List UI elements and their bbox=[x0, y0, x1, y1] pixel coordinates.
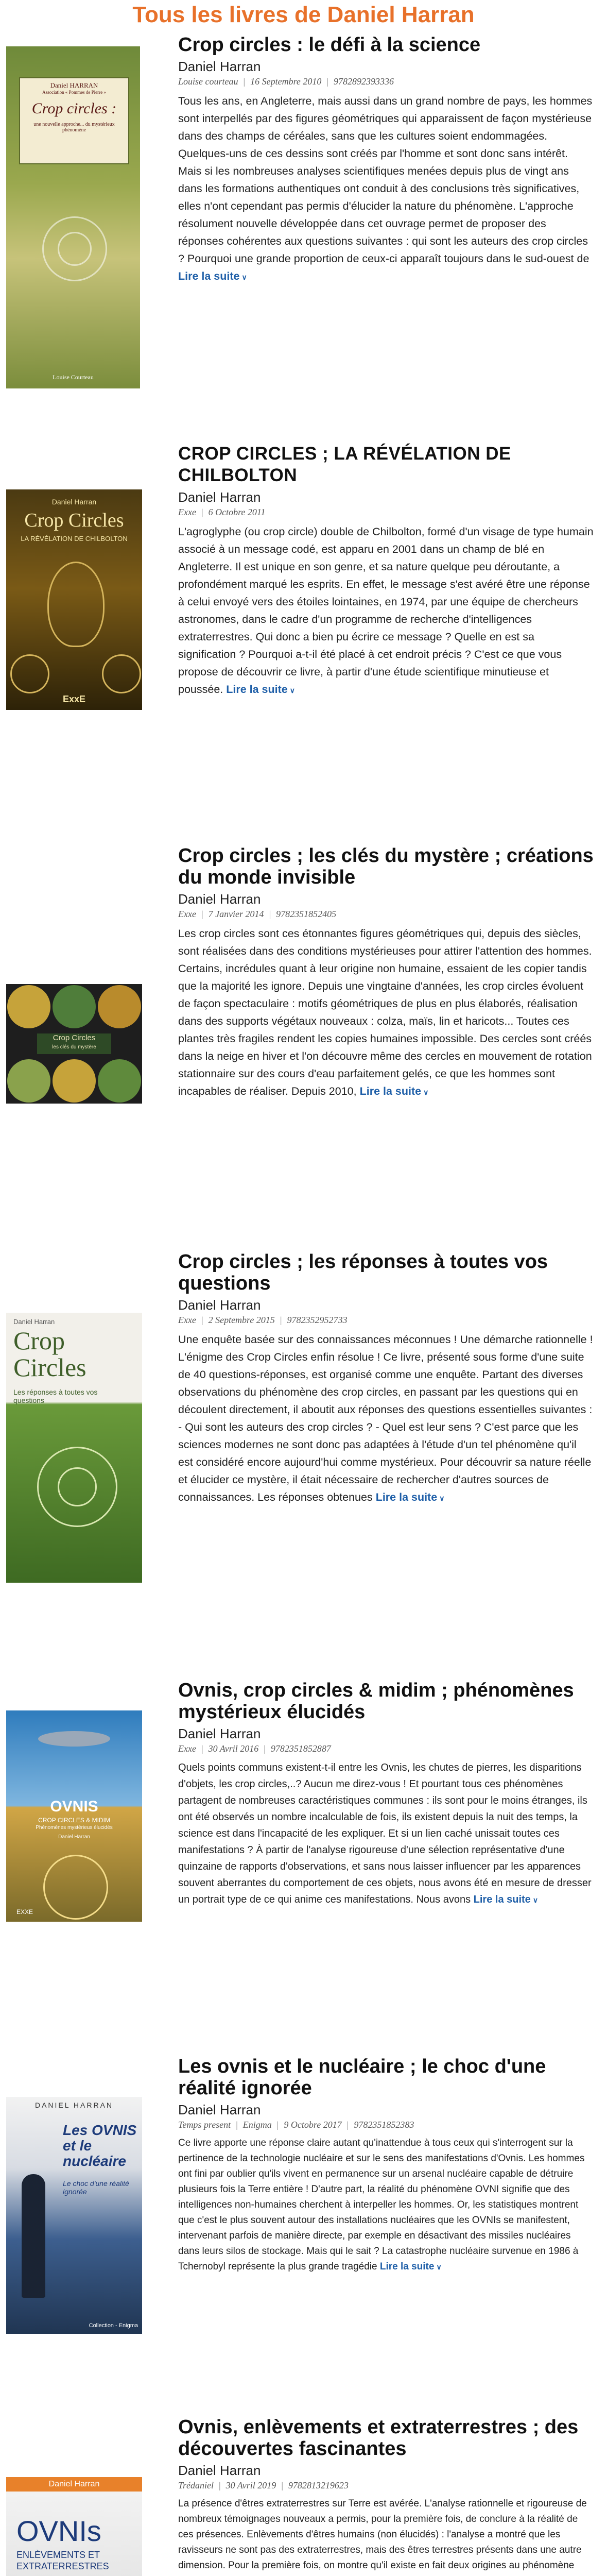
book-meta: Exxe | 7 Janvier 2014 | 9782351852405 bbox=[178, 909, 337, 919]
book-isbn: 9782813219623 bbox=[288, 2480, 349, 2490]
book-publisher: Trédaniel bbox=[178, 2480, 214, 2490]
book-author[interactable]: Daniel Harran bbox=[178, 1726, 261, 1741]
cover-plate bbox=[19, 77, 129, 164]
book-info bbox=[178, 443, 594, 699]
cover-title: Les OVNIS et le nucléaire bbox=[63, 2122, 137, 2169]
cover-subtitle: les clés du mystère bbox=[52, 1044, 96, 1050]
cover-subtitle: LA RÉVÉLATION DE CHILBOLTON bbox=[21, 535, 128, 543]
cover-author: Daniel Harran bbox=[13, 1318, 55, 1326]
book-description bbox=[178, 92, 594, 286]
book-meta: Temps present | Enigma | 9 Octobre 2017 | 9782351852383 bbox=[178, 2120, 414, 2130]
book-description-text: Une enquête basée sur des connaissances méconnues ! Une démarche rationnelle ! L'énigme des Crop Circles enfin résolue ! Ce livre, présenté sous forme d'une suite de 40 questions-réponses, est organisé comme une enquête. Partant des diverses observations du phénomène des crop circles, en passant par les questions qui en découlent directement, il aboutit aux réponses des questions essentielles suivantes : - Qui sont les auteurs des crop circles ? - Quel est leur sens ? C'est parce que les sciences modernes ne sont donc pas adaptées à l'étude d'un tel phénomène qu'il est considéré encore aujourd'hui comme mystérieux. Pour découvrir sa nature réelle et élucider ce mystère, il était nécessaire de rechercher d'autres sources de connaissances. Les réponses obtenues bbox=[178, 1333, 593, 1503]
book-cover[interactable] bbox=[6, 2477, 142, 2576]
book-description-text: Les crop circles sont ces étonnantes figures géométriques qui, depuis des siècles, sont réalisées dans des conditions mystérieuses pour attirer l'attention des hommes. Certains, incrédules quant à leur origine non humaine, essaient de les copier tandis que la majorité les ignore. Depuis une vingtaine d'années, les crop circles évoluent de façon spectaculaire : motifs géométriques de plus en plus élaborés, réalisation dans des supports végétaux nouveaux : colza, maïs, lin et haricots... Toutes ces plantes très fragiles rendent les copies humaines impossible. Des cercles sont créés dans la neige en hiver et l'on découvre même des cercles en mouvement de rotation stationnaire sur des cours d'eau parfaitement gelés, ce que les hommes sont incapables de réaliser. Depuis 2010, bbox=[178, 927, 592, 1097]
book-date: 16 Septembre 2010 bbox=[250, 76, 322, 87]
book-info bbox=[178, 1680, 594, 1908]
book-date: 30 Avril 2019 bbox=[226, 2480, 276, 2490]
book-info bbox=[178, 2056, 594, 2275]
cover-title: Crop Circles bbox=[24, 510, 124, 531]
book-publisher: Exxe bbox=[178, 1743, 196, 1754]
book-date: 2 Septembre 2015 bbox=[208, 1315, 275, 1325]
book-item bbox=[0, 845, 607, 1226]
book-description bbox=[178, 925, 594, 1101]
cover-subtitle: Les réponses à toutes vos questions bbox=[13, 1388, 98, 1404]
book-author[interactable]: Daniel Harran bbox=[178, 2102, 261, 2117]
book-description bbox=[178, 1331, 594, 1507]
cover-title: OVNIs bbox=[16, 2515, 101, 2547]
chevron-down-icon: ∨ bbox=[436, 2263, 442, 2271]
read-more-label: Lire la suite bbox=[375, 1491, 438, 1503]
book-item bbox=[0, 34, 607, 415]
book-date: 6 Octobre 2011 bbox=[208, 507, 266, 517]
cover-publisher: EXXE bbox=[16, 1908, 33, 1916]
cover-subtitle-2: Phénomènes mystérieux élucidés bbox=[36, 1825, 113, 1831]
crop-circle-graphic bbox=[58, 1467, 97, 1506]
book-item bbox=[0, 2056, 607, 2391]
book-date: 7 Janvier 2014 bbox=[208, 909, 264, 919]
ufo-graphic bbox=[38, 1731, 110, 1747]
chevron-down-icon: ∨ bbox=[439, 1494, 445, 1502]
crop-circle-graphic bbox=[58, 232, 92, 266]
read-more-label: Lire la suite bbox=[359, 1085, 422, 1097]
book-description-text: Quels points communs existent-t-il entre les Ovnis, les chutes de pierres, les disparitions d'objets, les crop circles,..? Aucun me direz-vous ! Et pourtant tous ces phénomènes partagent de nombreuses caractéristiques communes : ils sont pour le moins étranges, ils ont été observés un nombre incalculable de fois, ils existent depuis la nuit des temps, la science est dans l'incapacité de les expliquer. Et si un lien caché unissait toutes ces manifestations ? À partir de l'analyse rigoureuse d'une sélection représentative d'une quinzaine de rapports d'observations, et sans nous laisser influencer par les apparences souvent aberrantes du comportement de ces objets, nous avons été en mesure de dresser un portrait type de ce qui anime ces manifestations. Nous avons bbox=[178, 1762, 592, 1905]
alien-face-graphic bbox=[47, 562, 105, 647]
book-date: 30 Avril 2016 bbox=[208, 1743, 259, 1754]
chevron-down-icon: ∨ bbox=[289, 686, 295, 694]
book-info bbox=[178, 34, 594, 286]
book-publisher: Exxe bbox=[178, 1315, 196, 1325]
cover-label bbox=[37, 1033, 111, 1054]
book-cover[interactable] bbox=[6, 2097, 142, 2334]
book-info bbox=[178, 845, 594, 1101]
cover-subtitle: Association « Pommes de Pierre » bbox=[42, 90, 106, 95]
crop-circle-graphic bbox=[53, 985, 96, 1028]
cover-title: Crop Circles bbox=[13, 1326, 86, 1382]
book-description bbox=[178, 2136, 594, 2275]
cover-title: Crop Circles bbox=[53, 1033, 96, 1042]
cover-collection: Collection - Enigma bbox=[89, 2323, 138, 2329]
book-publisher: Exxe bbox=[178, 909, 196, 919]
book-cover[interactable] bbox=[6, 1710, 142, 1922]
read-more-label: Lire la suite bbox=[178, 270, 240, 282]
book-info bbox=[178, 1251, 594, 1507]
book-info bbox=[178, 2416, 594, 2576]
book-item bbox=[0, 2416, 607, 2576]
read-more-label: Lire la suite bbox=[226, 683, 288, 696]
book-cover[interactable] bbox=[6, 489, 142, 710]
crop-circle-graphic bbox=[98, 985, 141, 1028]
book-publisher: Louise courteau bbox=[178, 76, 238, 87]
read-more-link[interactable] bbox=[360, 1085, 429, 1097]
cover-publisher: Louise Courteau bbox=[53, 374, 94, 381]
book-date: 9 Octobre 2017 bbox=[284, 2120, 342, 2130]
crop-circle-graphic bbox=[10, 654, 49, 693]
cover-author: Daniel Harran bbox=[58, 1834, 90, 1840]
book-isbn: 9782351852405 bbox=[276, 909, 337, 919]
book-cover[interactable] bbox=[6, 46, 140, 388]
book-collection: Enigma bbox=[242, 2120, 272, 2130]
book-description-text: L'agroglyphe (ou crop circle) double de Chilbolton, formé d'un visage de type humain associé à un message codé, est apparu en 2001 dans un champ de blé en Angleterre. Il est unique en son genre, et sa nature quelque peu déroutante, a profondément marqué les esprits. En effet, le message s'est avéré être une réponse à celui envoyé vers des étoiles lointaines, en 1974, par une équipe de chercheurs astronomes, dans le cadre d'un programme de recherche d'intelligences extraterrestres. Qui donc a bien pu écrire ce message ? Quelle en est sa signification ? Pourquoi a-t-il été placé à cet endroit précis ? C'est ce que vous propose de découvrir ce livre, à partir d'une étude scientifique minutieuse et poussée. bbox=[178, 526, 594, 696]
book-author[interactable]: Daniel Harran bbox=[178, 2463, 261, 2478]
read-more-link[interactable] bbox=[226, 683, 295, 696]
book-title[interactable]: Crop circles ; les réponses à toutes vos questions bbox=[178, 1251, 548, 1294]
cover-publisher: ExxE bbox=[62, 694, 86, 704]
book-title[interactable]: Les ovnis et le nucléaire ; le choc d'une réalité ignorée bbox=[178, 2056, 546, 2099]
book-description bbox=[178, 523, 594, 699]
chevron-down-icon: ∨ bbox=[532, 1896, 539, 1904]
crop-circle-graphic bbox=[7, 1059, 50, 1103]
book-author[interactable]: Daniel Harran bbox=[178, 59, 261, 74]
book-meta: Trédaniel | 30 Avril 2019 | 9782813219623 bbox=[178, 2480, 349, 2490]
cover-author: Daniel HARRAN bbox=[50, 81, 98, 89]
crop-circle-graphic bbox=[7, 985, 50, 1028]
book-isbn: 9782352952733 bbox=[287, 1315, 348, 1325]
book-cover[interactable] bbox=[6, 1313, 142, 1583]
book-isbn: 9782892393336 bbox=[334, 76, 394, 87]
book-description bbox=[178, 1759, 594, 1908]
cover-title: Crop circles : bbox=[31, 100, 117, 117]
book-item bbox=[0, 1680, 607, 2030]
crop-circle-graphic bbox=[102, 654, 141, 693]
person-silhouette bbox=[22, 2174, 45, 2298]
crop-circle-graphic bbox=[53, 1059, 96, 1103]
cover-author: Daniel Harran bbox=[51, 498, 97, 506]
read-more-label: Lire la suite bbox=[473, 1894, 531, 1905]
book-meta: Exxe | 2 Septembre 2015 | 9782352952733 bbox=[178, 1315, 348, 1325]
chevron-down-icon: ∨ bbox=[241, 273, 247, 281]
book-meta: Exxe | 6 Octobre 2011 bbox=[178, 507, 266, 517]
cover-subtitle: Le choc d'une réalité ignorée bbox=[63, 2179, 129, 2196]
book-description-text: Ce livre apporte une réponse claire autant qu'inattendue à tous ceux qui s'interrogent sur la pertinence de la technologie nucléaire et sur le sens des manifestations d'Ovnis. Les hommes ont fini par oublier qu'ils vivent en permanence sur un arsenal nucléaire capable de détruire plusieurs fois la Terre entière ! D'autre part, la réalité du phénomène OVNI signifie que des intelligences non-humaines cherchent à interpeller les hommes. Or, les statistiques montrent que c'est le plus souvent autour des installations nucléaires que les OVNIs se manifestent, intervenant parfois de manière directe, par exemple en désactivant des missiles nucléaires dans leurs silos de stockage. Mais qui le sait ? La catastrophe nucléaire survenue en 1986 à Tchernobyl représente la plus grande tragédie bbox=[178, 2138, 585, 2272]
book-description-text: Tous les ans, en Angleterre, mais aussi dans un grand nombre de pays, les hommes sont interpellés par des figures géométriques qui apparaissent de façon mystérieuse dans des champs de céréales, sans que les cultures soient endommagées. Quelques-uns de ces dessins sont créés par l'homme et sont donc sans intérêt. Mais si les nombreuses analyses scientifiques menées depuis plus de vingt ans dans les formations authentiques ont conduit à des conclusions très significatives, elles n'ont cependant pas permis d'élucider la nature du phénomène. L'approche résolument nouvelle développée dans cet ouvrage permet de proposer des réponses cohérentes aux questions suivantes : qui sont les auteurs des crop circles ? Pourquoi une grande proportion de ceux-ci apparaît toujours dans le sud-ouest de bbox=[178, 95, 593, 265]
book-meta: Louise courteau | 16 Septembre 2010 | 9782892393336 bbox=[178, 76, 394, 87]
book-meta: Exxe | 30 Avril 2016 | 9782351852887 bbox=[178, 1743, 331, 1754]
book-title[interactable]: Ovnis, enlèvements et extraterrestres ; des découvertes fascinantes bbox=[178, 2416, 579, 2460]
book-author[interactable]: Daniel Harran bbox=[178, 1297, 261, 1313]
crop-circle-graphic bbox=[43, 1855, 108, 1920]
book-isbn: 9782351852383 bbox=[354, 2120, 414, 2130]
read-more-link[interactable] bbox=[178, 270, 247, 282]
book-description: La présence d'êtres extraterrestres sur Terre est avérée. L'analyse rationnelle et rigoureuse de nombreux témoignages nouveaux a permis, pour la première fois, de conclure à la réalité de ces présences. Enlèvements d'êtres humains (non élucidés) : l'analyse a montré que les ravisseurs ne sont pas des extraterrestres, mais des êtres terrestres présents dans une autre dimension. Pour la première fois, on montre qu'il existe en fait deux origines au phénomène bbox=[178, 2498, 587, 2571]
cover-title: OVNIS bbox=[50, 1798, 98, 1815]
cover-subtitle: CROP CIRCLES & MIDIM bbox=[38, 1817, 110, 1824]
book-publisher: Exxe bbox=[178, 507, 196, 517]
cover-author: DANIEL HARRAN bbox=[34, 2101, 114, 2109]
book-title[interactable]: CROP CIRCLES ; LA RÉVÉLATION DE CHILBOLTON bbox=[178, 444, 511, 485]
read-more-link[interactable] bbox=[380, 2261, 442, 2272]
read-more-label: Lire la suite bbox=[379, 2261, 435, 2272]
book-publisher: Temps present bbox=[178, 2120, 231, 2130]
book-title[interactable]: Crop circles ; les clés du mystère ; créations du monde invisible bbox=[178, 845, 594, 888]
crop-circle-graphic bbox=[98, 1059, 141, 1103]
chevron-down-icon: ∨ bbox=[423, 1088, 429, 1096]
book-cover[interactable] bbox=[6, 984, 142, 1104]
cover-subtitle-2: une nouvelle approche... du mystérieux phénomène bbox=[33, 122, 115, 133]
book-author[interactable]: Daniel Harran bbox=[178, 489, 261, 505]
cover-author: Daniel Harran bbox=[6, 2477, 142, 2492]
read-more-link[interactable] bbox=[376, 1491, 445, 1503]
book-title[interactable]: Ovnis, crop circles & midim ; phénomènes mystérieux élucidés bbox=[178, 1680, 574, 1723]
cover-subtitle: ENLÈVEMENTS ET EXTRATERRESTRES bbox=[16, 2550, 109, 2571]
book-isbn: 9782351852887 bbox=[270, 1743, 331, 1754]
read-more-link[interactable] bbox=[474, 1894, 538, 1905]
book-item bbox=[0, 1251, 607, 1653]
page-title: Tous les livres de Daniel Harran bbox=[132, 2, 475, 27]
book-author[interactable]: Daniel Harran bbox=[178, 891, 261, 907]
book-item bbox=[0, 443, 607, 819]
book-title[interactable]: Crop circles : le défi à la science bbox=[178, 34, 481, 56]
